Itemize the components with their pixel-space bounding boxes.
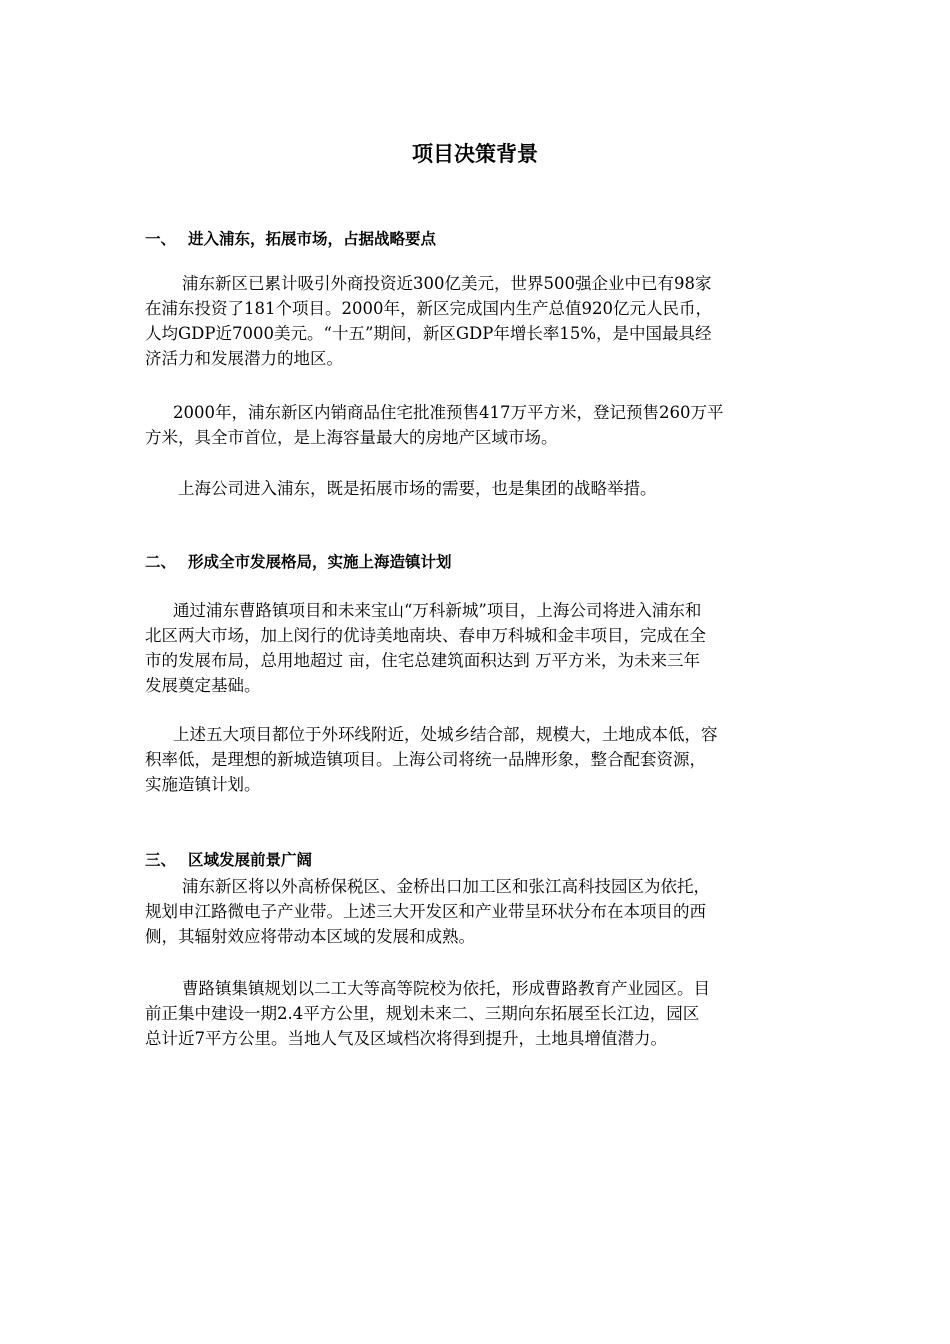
paragraph-1-3 bbox=[145, 476, 810, 501]
paragraph-2-1 bbox=[145, 598, 810, 698]
section-number: 一、 bbox=[145, 230, 177, 248]
section-heading-2 bbox=[145, 552, 815, 572]
paragraph-line: 侧，其辐射效应将带动本区域的发展和成熟。 bbox=[145, 927, 475, 946]
paragraph-line: 规划申江路微电子产业带。上述三大开发区和产业带呈环状分布在本项目的西 bbox=[145, 902, 706, 921]
paragraph-line: 在浦东投资了181个项目。2000年，新区完成国内生产总值920亿元人民币， bbox=[145, 299, 712, 318]
paragraph-line: 人均GDP近7000美元。“十五”期间，新区GDP年增长率15%，是中国最具经 bbox=[145, 324, 712, 343]
section-heading-text: 形成全市发展格局，实施上海造镇计划 bbox=[188, 553, 452, 571]
section-heading-text: 进入浦东，拓展市场，占据战略要点 bbox=[188, 230, 437, 248]
paragraph-2-2 bbox=[145, 722, 810, 797]
paragraph-line: 2000年，浦东新区内销商品住宅批准预售417万平方米，登记预售260万平 bbox=[173, 403, 724, 422]
paragraph-line: 前正集中建设一期2.4平方公里，规划未来二、三期向东拓展至长江边，园区 bbox=[145, 1004, 700, 1023]
section-heading-3 bbox=[145, 850, 815, 870]
paragraph-line: 发展奠定基础。 bbox=[145, 676, 261, 695]
paragraph-line: 浦东新区已累计吸引外商投资近300亿美元，世界500强企业中已有98家 bbox=[182, 274, 712, 293]
paragraph-1-2 bbox=[145, 400, 810, 450]
section-heading-1 bbox=[145, 229, 815, 249]
page-title: 项目决策背景 bbox=[412, 142, 538, 166]
paragraph-line: 浦东新区将以外高桥保税区、金桥出口加工区和张江高科技园区为依托， bbox=[182, 877, 710, 896]
paragraph-line: 上海公司进入浦东，既是拓展市场的需要，也是集团的战略举措。 bbox=[178, 479, 657, 498]
paragraph-line: 方米，具全市首位，是上海容量最大的房地产区域市场。 bbox=[145, 428, 558, 447]
paragraph-line: 实施造镇计划。 bbox=[145, 775, 261, 794]
paragraph-line: 积率低，是理想的新城造镇项目。上海公司将统一品牌形象，整合配套资源， bbox=[145, 750, 706, 769]
paragraph-line: 市的发展布局，总用地超过 亩，住宅总建筑面积达到 万平方米，为未来三年 bbox=[145, 651, 700, 670]
paragraph-line: 上述五大项目都位于外环线附近，处城乡结合部，规模大，土地成本低，容 bbox=[173, 725, 718, 744]
paragraph-line: 济活力和发展潜力的地区。 bbox=[145, 349, 343, 368]
paragraph-3-1 bbox=[145, 874, 810, 949]
section-number: 二、 bbox=[145, 553, 177, 571]
paragraph-line: 北区两大市场，加上闵行的优诗美地南块、春申万科城和金丰项目，完成在全 bbox=[145, 626, 706, 645]
section-heading-text: 区域发展前景广阔 bbox=[188, 851, 313, 869]
paragraph-line: 总计近7平方公里。当地人气及区域档次将得到提升，土地具增值潜力。 bbox=[145, 1029, 667, 1048]
paragraph-line: 通过浦东曹路镇项目和未来宝山“万科新城”项目，上海公司将进入浦东和 bbox=[173, 601, 702, 620]
paragraph-3-2 bbox=[145, 976, 810, 1051]
paragraph-line: 曹路镇集镇规划以二工大等高等院校为依托，形成曹路教育产业园区。目 bbox=[182, 979, 710, 998]
paragraph-1-1 bbox=[145, 271, 810, 371]
section-number: 三、 bbox=[145, 851, 177, 869]
